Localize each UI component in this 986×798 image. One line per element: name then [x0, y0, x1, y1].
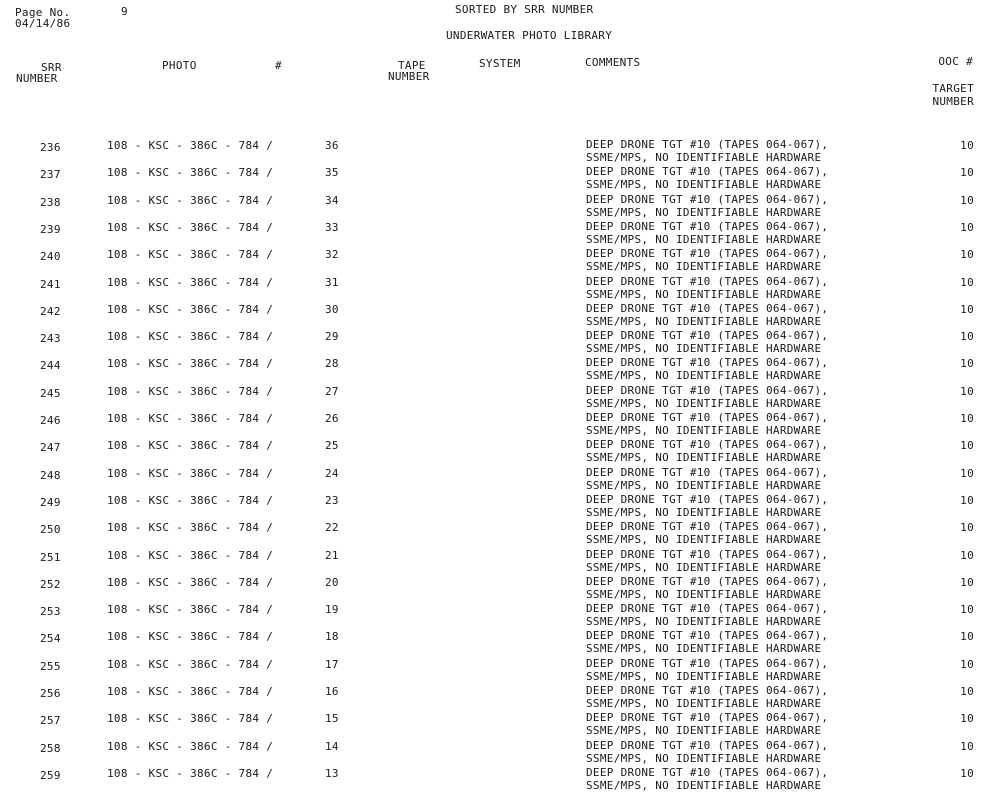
photo-id-cell: 108 - KSC - 386C - 784 / — [107, 357, 274, 371]
srr-cell: 256 — [40, 687, 61, 700]
comment-line: DEEP DRONE TGT #10 (TAPES 064-067), — [586, 165, 829, 179]
photo-id-cell: 108 - KSC - 386C - 784 / — [107, 630, 274, 644]
photo-id-cell: 108 - KSC - 386C - 784 / — [107, 712, 274, 726]
table-row — [0, 711, 986, 738]
photo-number-cell: 31 — [325, 275, 339, 289]
table-row — [0, 329, 986, 356]
comment-line: DEEP DRONE TGT #10 (TAPES 064-067), — [586, 411, 829, 424]
photo-number-cell: 36 — [325, 139, 339, 152]
table-row — [0, 138, 986, 165]
report-date: 04/14/86 — [15, 17, 71, 30]
table-row — [0, 438, 986, 465]
comment-cell — [586, 138, 828, 164]
srr-cell: 258 — [40, 741, 61, 755]
table-row — [0, 165, 986, 192]
photo-id-cell: 108 - KSC - 386C - 784 / — [107, 521, 274, 535]
comment-line: SSME/MPS, NO IDENTIFIABLE HARDWARE — [586, 178, 822, 192]
photo-number-cell: 26 — [325, 412, 339, 425]
comment-line: SSME/MPS, NO IDENTIFIABLE HARDWARE — [586, 232, 822, 246]
sort-title: SORTED BY SRR NUMBER — [455, 3, 594, 16]
srr-cell: 245 — [40, 386, 61, 400]
table-row — [0, 602, 986, 629]
comment-line: DEEP DRONE TGT #10 (TAPES 064-067), — [586, 738, 829, 752]
comment-line: SSME/MPS, NO IDENTIFIABLE HARDWARE — [586, 369, 822, 383]
comment-line: DEEP DRONE TGT #10 (TAPES 064-067), — [586, 684, 829, 697]
srr-cell: 237 — [40, 168, 61, 182]
comment-cell — [586, 438, 828, 464]
photo-number-cell: 16 — [325, 685, 339, 698]
target-number-cell: 10 — [960, 439, 974, 453]
table-row — [0, 275, 986, 302]
photo-id-cell: 108 - KSC - 386C - 784 / — [107, 330, 274, 344]
table-row — [0, 302, 986, 329]
comment-cell — [586, 193, 828, 219]
comment-line: SSME/MPS, NO IDENTIFIABLE HARDWARE — [586, 151, 822, 164]
comment-line: DEEP DRONE TGT #10 (TAPES 064-067), — [586, 301, 829, 315]
comment-line: SSME/MPS, NO IDENTIFIABLE HARDWARE — [586, 342, 822, 356]
col-system: SYSTEM — [479, 57, 521, 70]
col-target-line1: TARGET — [932, 82, 974, 95]
target-number-cell: 10 — [960, 166, 974, 180]
target-number-cell: 10 — [960, 330, 974, 344]
photo-id-cell: 108 - KSC - 386C - 784 / — [107, 193, 274, 207]
photo-id-cell: 108 - KSC - 386C - 784 / — [107, 166, 274, 180]
srr-cell: 259 — [40, 768, 61, 782]
photo-id-cell: 108 - KSC - 386C - 784 / — [107, 657, 274, 671]
srr-cell: 251 — [40, 550, 61, 564]
col-hash: # — [275, 59, 282, 72]
comment-line: DEEP DRONE TGT #10 (TAPES 064-067), — [586, 602, 829, 616]
comment-cell — [586, 493, 828, 519]
srr-cell: 254 — [40, 632, 61, 646]
comment-line: DEEP DRONE TGT #10 (TAPES 064-067), — [586, 383, 829, 397]
photo-id-cell: 108 - KSC - 386C - 784 / — [107, 275, 274, 289]
target-number-cell: 10 — [960, 139, 974, 152]
comment-line: DEEP DRONE TGT #10 (TAPES 064-067), — [586, 629, 829, 643]
photo-number-cell: 33 — [325, 220, 339, 234]
target-number-cell: 10 — [960, 739, 974, 753]
target-number-cell: 10 — [960, 493, 974, 507]
comment-line: DEEP DRONE TGT #10 (TAPES 064-067), — [586, 219, 829, 233]
comment-line: DEEP DRONE TGT #10 (TAPES 064-067), — [586, 765, 829, 779]
table-row — [0, 629, 986, 656]
comment-line: SSME/MPS, NO IDENTIFIABLE HARDWARE — [586, 642, 822, 656]
srr-cell: 248 — [40, 468, 61, 482]
srr-cell: 244 — [40, 359, 61, 373]
comment-cell — [586, 684, 828, 710]
photo-number-cell: 15 — [325, 712, 339, 726]
comment-line: SSME/MPS, NO IDENTIFIABLE HARDWARE — [586, 587, 822, 601]
comment-cell — [586, 384, 828, 410]
comment-cell — [586, 548, 828, 574]
comment-line: SSME/MPS, NO IDENTIFIABLE HARDWARE — [586, 533, 822, 547]
comment-cell — [586, 220, 828, 246]
photo-number-cell: 24 — [325, 466, 339, 480]
comment-cell — [586, 766, 828, 792]
photo-number-cell: 17 — [325, 657, 339, 671]
photo-number-cell: 21 — [325, 548, 339, 562]
photo-number-cell: 22 — [325, 521, 339, 535]
target-number-cell: 10 — [960, 193, 974, 207]
photo-id-cell: 108 - KSC - 386C - 784 / — [107, 302, 274, 316]
col-photo: PHOTO — [162, 59, 197, 72]
comment-line: SSME/MPS, NO IDENTIFIABLE HARDWARE — [586, 697, 822, 710]
photo-number-cell: 35 — [325, 166, 339, 180]
comment-line: DEEP DRONE TGT #10 (TAPES 064-067), — [586, 138, 829, 151]
comment-cell — [586, 657, 828, 683]
comment-line: SSME/MPS, NO IDENTIFIABLE HARDWARE — [586, 260, 822, 274]
comment-line: DEEP DRONE TGT #10 (TAPES 064-067), — [586, 520, 829, 534]
target-number-cell: 10 — [960, 275, 974, 289]
library-title: UNDERWATER PHOTO LIBRARY — [446, 29, 613, 42]
photo-number-cell: 30 — [325, 302, 339, 316]
photo-id-cell: 108 - KSC - 386C - 784 / — [107, 220, 274, 234]
comment-line: SSME/MPS, NO IDENTIFIABLE HARDWARE — [586, 560, 822, 574]
table-row — [0, 520, 986, 547]
table-row — [0, 548, 986, 575]
target-number-cell: 10 — [960, 603, 974, 617]
comment-cell — [586, 247, 828, 273]
page-label: Page No. — [15, 6, 71, 19]
comment-cell — [586, 739, 828, 765]
comment-cell — [586, 302, 828, 328]
photo-id-cell: 108 - KSC - 386C - 784 / — [107, 548, 274, 562]
target-number-cell: 10 — [960, 685, 974, 698]
photo-number-cell: 23 — [325, 493, 339, 507]
photo-number-cell: 20 — [325, 575, 339, 589]
srr-cell: 236 — [40, 141, 61, 154]
comment-cell — [586, 165, 828, 191]
srr-cell: 246 — [40, 414, 61, 427]
photo-number-cell: 32 — [325, 248, 339, 262]
photo-number-cell: 27 — [325, 384, 339, 398]
table-row — [0, 193, 986, 220]
comment-cell — [586, 329, 828, 355]
col-target-line2: NUMBER — [932, 95, 974, 108]
target-number-cell: 10 — [960, 575, 974, 589]
photo-number-cell: 28 — [325, 357, 339, 371]
photo-id-cell: 108 - KSC - 386C - 784 / — [107, 603, 274, 617]
target-number-cell: 10 — [960, 548, 974, 562]
table-row — [0, 220, 986, 247]
photo-id-cell: 108 - KSC - 386C - 784 / — [107, 139, 274, 152]
target-number-cell: 10 — [960, 712, 974, 726]
comment-cell — [586, 275, 828, 301]
photo-number-cell: 14 — [325, 739, 339, 753]
page-number: 9 — [121, 5, 128, 18]
srr-cell: 240 — [40, 250, 61, 264]
srr-cell: 241 — [40, 277, 61, 291]
comment-line: DEEP DRONE TGT #10 (TAPES 064-067), — [586, 247, 829, 261]
table-row — [0, 766, 986, 793]
srr-cell: 238 — [40, 195, 61, 209]
table-row — [0, 466, 986, 493]
photo-number-cell: 29 — [325, 330, 339, 344]
comment-line: DEEP DRONE TGT #10 (TAPES 064-067), — [586, 356, 829, 370]
comment-line: SSME/MPS, NO IDENTIFIABLE HARDWARE — [586, 505, 822, 519]
photo-id-cell: 108 - KSC - 386C - 784 / — [107, 766, 274, 780]
col-comments: COMMENTS — [585, 56, 641, 69]
table-row — [0, 247, 986, 274]
comment-cell — [586, 520, 828, 546]
col-tape-line1: TAPE — [398, 59, 426, 72]
photo-id-cell: 108 - KSC - 386C - 784 / — [107, 248, 274, 262]
comment-line: DEEP DRONE TGT #10 (TAPES 064-067), — [586, 465, 829, 479]
srr-cell: 242 — [40, 304, 61, 318]
srr-cell: 250 — [40, 523, 61, 537]
comment-line: SSME/MPS, NO IDENTIFIABLE HARDWARE — [586, 287, 822, 301]
target-number-cell: 10 — [960, 357, 974, 371]
photo-id-cell: 108 - KSC - 386C - 784 / — [107, 466, 274, 480]
table-row — [0, 411, 986, 438]
srr-cell: 247 — [40, 441, 61, 455]
comment-cell — [586, 711, 828, 737]
target-number-cell: 10 — [960, 521, 974, 535]
comment-cell — [586, 356, 828, 382]
table-row — [0, 356, 986, 383]
srr-cell: 252 — [40, 577, 61, 591]
comment-line: DEEP DRONE TGT #10 (TAPES 064-067), — [586, 711, 829, 725]
comment-line: DEEP DRONE TGT #10 (TAPES 064-067), — [586, 492, 829, 506]
table-row — [0, 657, 986, 684]
srr-cell: 239 — [40, 222, 61, 236]
srr-cell: 243 — [40, 332, 61, 346]
photo-id-cell: 108 - KSC - 386C - 784 / — [107, 412, 274, 425]
comment-line: DEEP DRONE TGT #10 (TAPES 064-067), — [586, 547, 829, 561]
comment-cell — [586, 602, 828, 628]
table-row — [0, 739, 986, 766]
target-number-cell: 10 — [960, 248, 974, 262]
target-number-cell: 10 — [960, 384, 974, 398]
photo-number-cell: 18 — [325, 630, 339, 644]
comment-cell — [586, 575, 828, 601]
srr-cell: 253 — [40, 605, 61, 619]
comment-cell — [586, 411, 828, 437]
comment-line: DEEP DRONE TGT #10 (TAPES 064-067), — [586, 192, 829, 206]
photo-id-cell: 108 - KSC - 386C - 784 / — [107, 575, 274, 589]
comment-line: SSME/MPS, NO IDENTIFIABLE HARDWARE — [586, 314, 822, 328]
photo-number-cell: 19 — [325, 603, 339, 617]
table-row — [0, 575, 986, 602]
photo-id-cell: 108 - KSC - 386C - 784 / — [107, 384, 274, 398]
photo-number-cell: 13 — [325, 766, 339, 780]
comment-line: SSME/MPS, NO IDENTIFIABLE HARDWARE — [586, 669, 822, 683]
col-srr-line1: SRR — [41, 61, 62, 74]
comment-cell — [586, 466, 828, 492]
photo-id-cell: 108 - KSC - 386C - 784 / — [107, 685, 274, 698]
comment-line: DEEP DRONE TGT #10 (TAPES 064-067), — [586, 329, 829, 343]
target-number-cell: 10 — [960, 466, 974, 480]
photo-number-cell: 25 — [325, 439, 339, 453]
table-row — [0, 384, 986, 411]
comment-line: DEEP DRONE TGT #10 (TAPES 064-067), — [586, 438, 829, 452]
comment-line: SSME/MPS, NO IDENTIFIABLE HARDWARE — [586, 451, 822, 465]
col-ooc: OOC # — [938, 55, 973, 68]
srr-cell: 257 — [40, 714, 61, 728]
comment-line: SSME/MPS, NO IDENTIFIABLE HARDWARE — [586, 615, 822, 629]
comment-line: SSME/MPS, NO IDENTIFIABLE HARDWARE — [586, 751, 822, 765]
col-srr-line2: NUMBER — [16, 72, 58, 85]
comment-cell — [586, 629, 828, 655]
comment-line: SSME/MPS, NO IDENTIFIABLE HARDWARE — [586, 478, 822, 492]
comment-line: DEEP DRONE TGT #10 (TAPES 064-067), — [586, 656, 829, 670]
comment-line: SSME/MPS, NO IDENTIFIABLE HARDWARE — [586, 778, 822, 792]
table-row — [0, 684, 986, 711]
comment-line: SSME/MPS, NO IDENTIFIABLE HARDWARE — [586, 724, 822, 738]
comment-line: SSME/MPS, NO IDENTIFIABLE HARDWARE — [586, 424, 822, 437]
photo-id-cell: 108 - KSC - 386C - 784 / — [107, 739, 274, 753]
target-number-cell: 10 — [960, 220, 974, 234]
table-row — [0, 493, 986, 520]
target-number-cell: 10 — [960, 657, 974, 671]
srr-cell: 249 — [40, 495, 61, 509]
target-number-cell: 10 — [960, 766, 974, 780]
target-number-cell: 10 — [960, 412, 974, 425]
srr-cell: 255 — [40, 659, 61, 673]
photo-number-cell: 34 — [325, 193, 339, 207]
comment-line: SSME/MPS, NO IDENTIFIABLE HARDWARE — [586, 205, 822, 219]
target-number-cell: 10 — [960, 630, 974, 644]
comment-line: DEEP DRONE TGT #10 (TAPES 064-067), — [586, 574, 829, 588]
target-number-cell: 10 — [960, 302, 974, 316]
comment-line: DEEP DRONE TGT #10 (TAPES 064-067), — [586, 274, 829, 288]
comment-line: SSME/MPS, NO IDENTIFIABLE HARDWARE — [586, 396, 822, 410]
photo-id-cell: 108 - KSC - 386C - 784 / — [107, 439, 274, 453]
photo-id-cell: 108 - KSC - 386C - 784 / — [107, 493, 274, 507]
col-tape-line2: NUMBER — [388, 70, 430, 83]
